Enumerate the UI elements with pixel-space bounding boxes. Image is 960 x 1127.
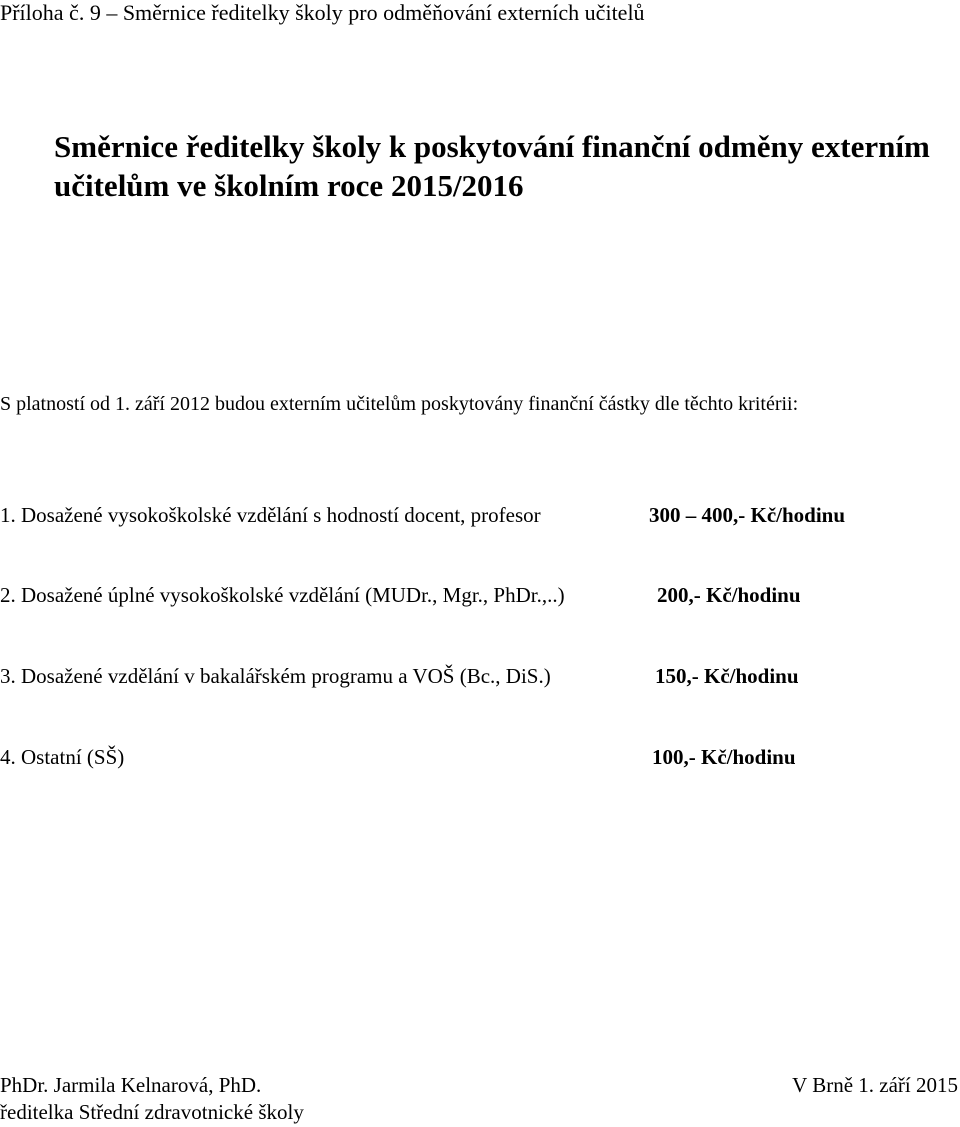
place-date: V Brně 1. září 2015 <box>792 1073 958 1097</box>
criterion-4-text: 4. Ostatní (SŠ) <box>0 745 125 769</box>
criterion-1-amount: 300 – 400,- Kč/hodinu <box>649 503 846 527</box>
criterion-2-text: 2. Dosažené úplné vysokoškolské vzdělání (MUDr., Mgr., PhDr.,..) <box>0 583 565 607</box>
criterion-1-text: 1. Dosažené vysokoškolské vzdělání s hodností docent, profesor <box>0 503 541 527</box>
signatory-name: PhDr. Jarmila Kelnarová, PhD. <box>0 1073 262 1097</box>
annex-header: Příloha č. 9 – Směrnice ředitelky školy pro odměňování externích učitelů <box>0 0 645 25</box>
criterion-3-amount: 150,- Kč/hodinu <box>655 664 799 688</box>
criterion-2-amount: 200,- Kč/hodinu <box>657 583 801 607</box>
document-title-line-1: Směrnice ředitelky školy k poskytování finanční odměny externím <box>54 129 930 164</box>
criterion-3-text: 3. Dosažené vzdělání v bakalářském programu a VOŠ (Bc., DiS.) <box>0 664 551 688</box>
criterion-4-amount: 100,- Kč/hodinu <box>652 745 796 769</box>
document-title-line-2: učitelům ve školním roce 2015/2016 <box>54 168 524 203</box>
intro-paragraph: S platností od 1. září 2012 budou externím učitelům poskytovány finanční částky dle těchto kritérii: <box>0 393 799 415</box>
signatory-role: ředitelka Střední zdravotnické školy <box>0 1100 304 1124</box>
